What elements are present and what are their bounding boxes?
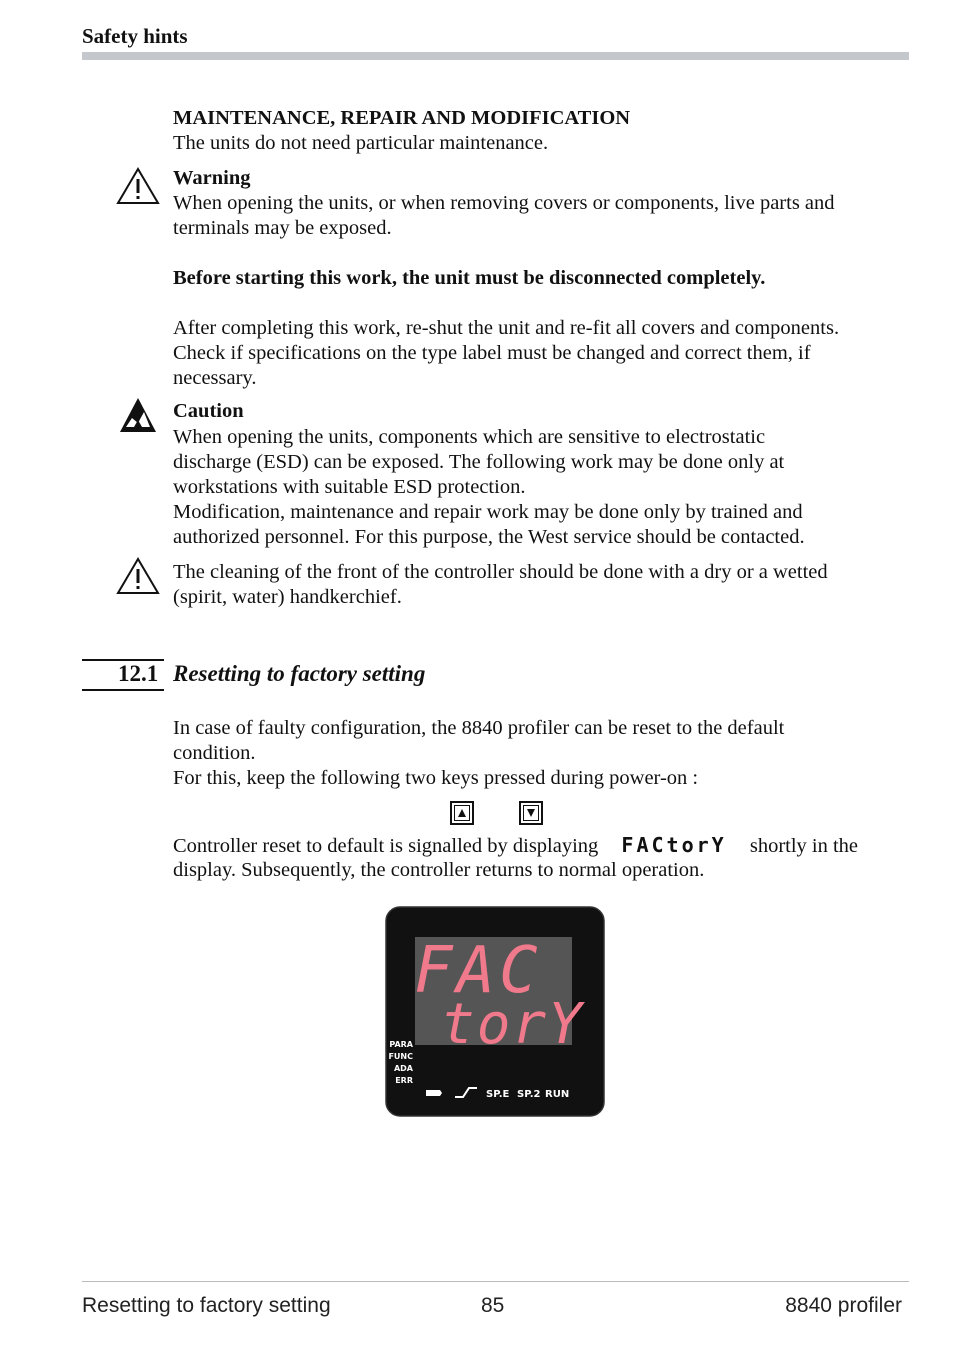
bottom-label-spe: SP.E <box>486 1089 510 1100</box>
disconnect-note: Before starting this work, the unit must be disconnected completely. <box>173 267 766 289</box>
factory-lcd-word: FACtorY <box>621 833 727 857</box>
warning-triangle-icon <box>116 166 160 206</box>
keys-instruction: For this, keep the following two keys pressed during power-on : <box>173 767 699 789</box>
bottom-label-run: RUN <box>545 1089 570 1100</box>
reset-signal-line2: display. Subsequently, the controller returns to normal operation. <box>173 859 705 881</box>
down-key-icon <box>519 801 543 825</box>
warning-label: Warning <box>173 167 251 189</box>
display-line-1: FAC <box>414 934 542 1008</box>
footer-product-name: 8840 profiler <box>785 1294 902 1317</box>
caution-line: Modification, maintenance and repair work may be done only by trained and <box>173 501 803 523</box>
section-number: 12.1 <box>118 661 159 686</box>
controller-display-graphic <box>385 906 605 1117</box>
reset-paragraph-line: condition. <box>173 742 256 764</box>
caution-line: When opening the units, components which are sensitive to electrostatic <box>173 426 766 448</box>
side-label-para: PARA <box>389 1040 413 1049</box>
maintenance-intro: The units do not need particular maintenance. <box>173 132 549 154</box>
side-label-ada: ADA <box>393 1064 413 1073</box>
footer-rule <box>82 1281 909 1282</box>
reset-signal-line <box>173 833 913 859</box>
after-work-line: After completing this work, re-shut the unit and re-fit all covers and components. <box>173 317 840 339</box>
caution-line: workstations with suitable ESD protection. <box>173 476 526 498</box>
after-work-line: necessary. <box>173 367 257 389</box>
caution-line: authorized personnel. For this purpose, the West service should be contacted. <box>173 526 805 548</box>
warning-line: terminals may be exposed. <box>173 217 392 239</box>
reset-signal-after: shortly in the <box>749 835 859 857</box>
output-icon <box>426 1090 442 1096</box>
side-label-func: FUNC <box>388 1052 413 1061</box>
reset-paragraph-line: In case of faulty configuration, the 8840 profiler can be reset to the default <box>173 717 785 739</box>
controller-display <box>385 906 605 1117</box>
warning-line: When opening the units, or when removing covers or components, live parts and <box>173 192 835 214</box>
esd-caution-icon <box>116 396 160 436</box>
page-number: 85 <box>481 1294 505 1317</box>
side-label-err: ERR <box>395 1076 413 1085</box>
header-title: Safety hints <box>82 24 188 48</box>
cleaning-line: (spirit, water) handkerchief. <box>173 586 402 608</box>
after-work-line: Check if specifications on the type label must be changed and correct them, if <box>173 342 811 364</box>
maintenance-heading: MAINTENANCE, REPAIR AND MODIFICATION <box>173 107 631 129</box>
warning-triangle-icon <box>116 556 160 596</box>
reset-signal-before: Controller reset to default is signalled by displaying <box>173 835 599 857</box>
cleaning-line: The cleaning of the front of the controller should be done with a dry or a wetted <box>173 561 828 583</box>
caution-label: Caution <box>173 400 244 422</box>
footer-left-text: Resetting to factory setting <box>82 1294 331 1317</box>
section-title: Resetting to factory setting <box>173 661 426 686</box>
up-key-icon <box>450 801 474 825</box>
bottom-label-sp2: SP.2 <box>517 1089 541 1100</box>
header-bar <box>82 52 909 60</box>
display-line-2: torY <box>441 992 584 1057</box>
section-rule <box>82 689 164 691</box>
caution-line: discharge (ESD) can be exposed. The following work may be done only at <box>173 451 785 473</box>
